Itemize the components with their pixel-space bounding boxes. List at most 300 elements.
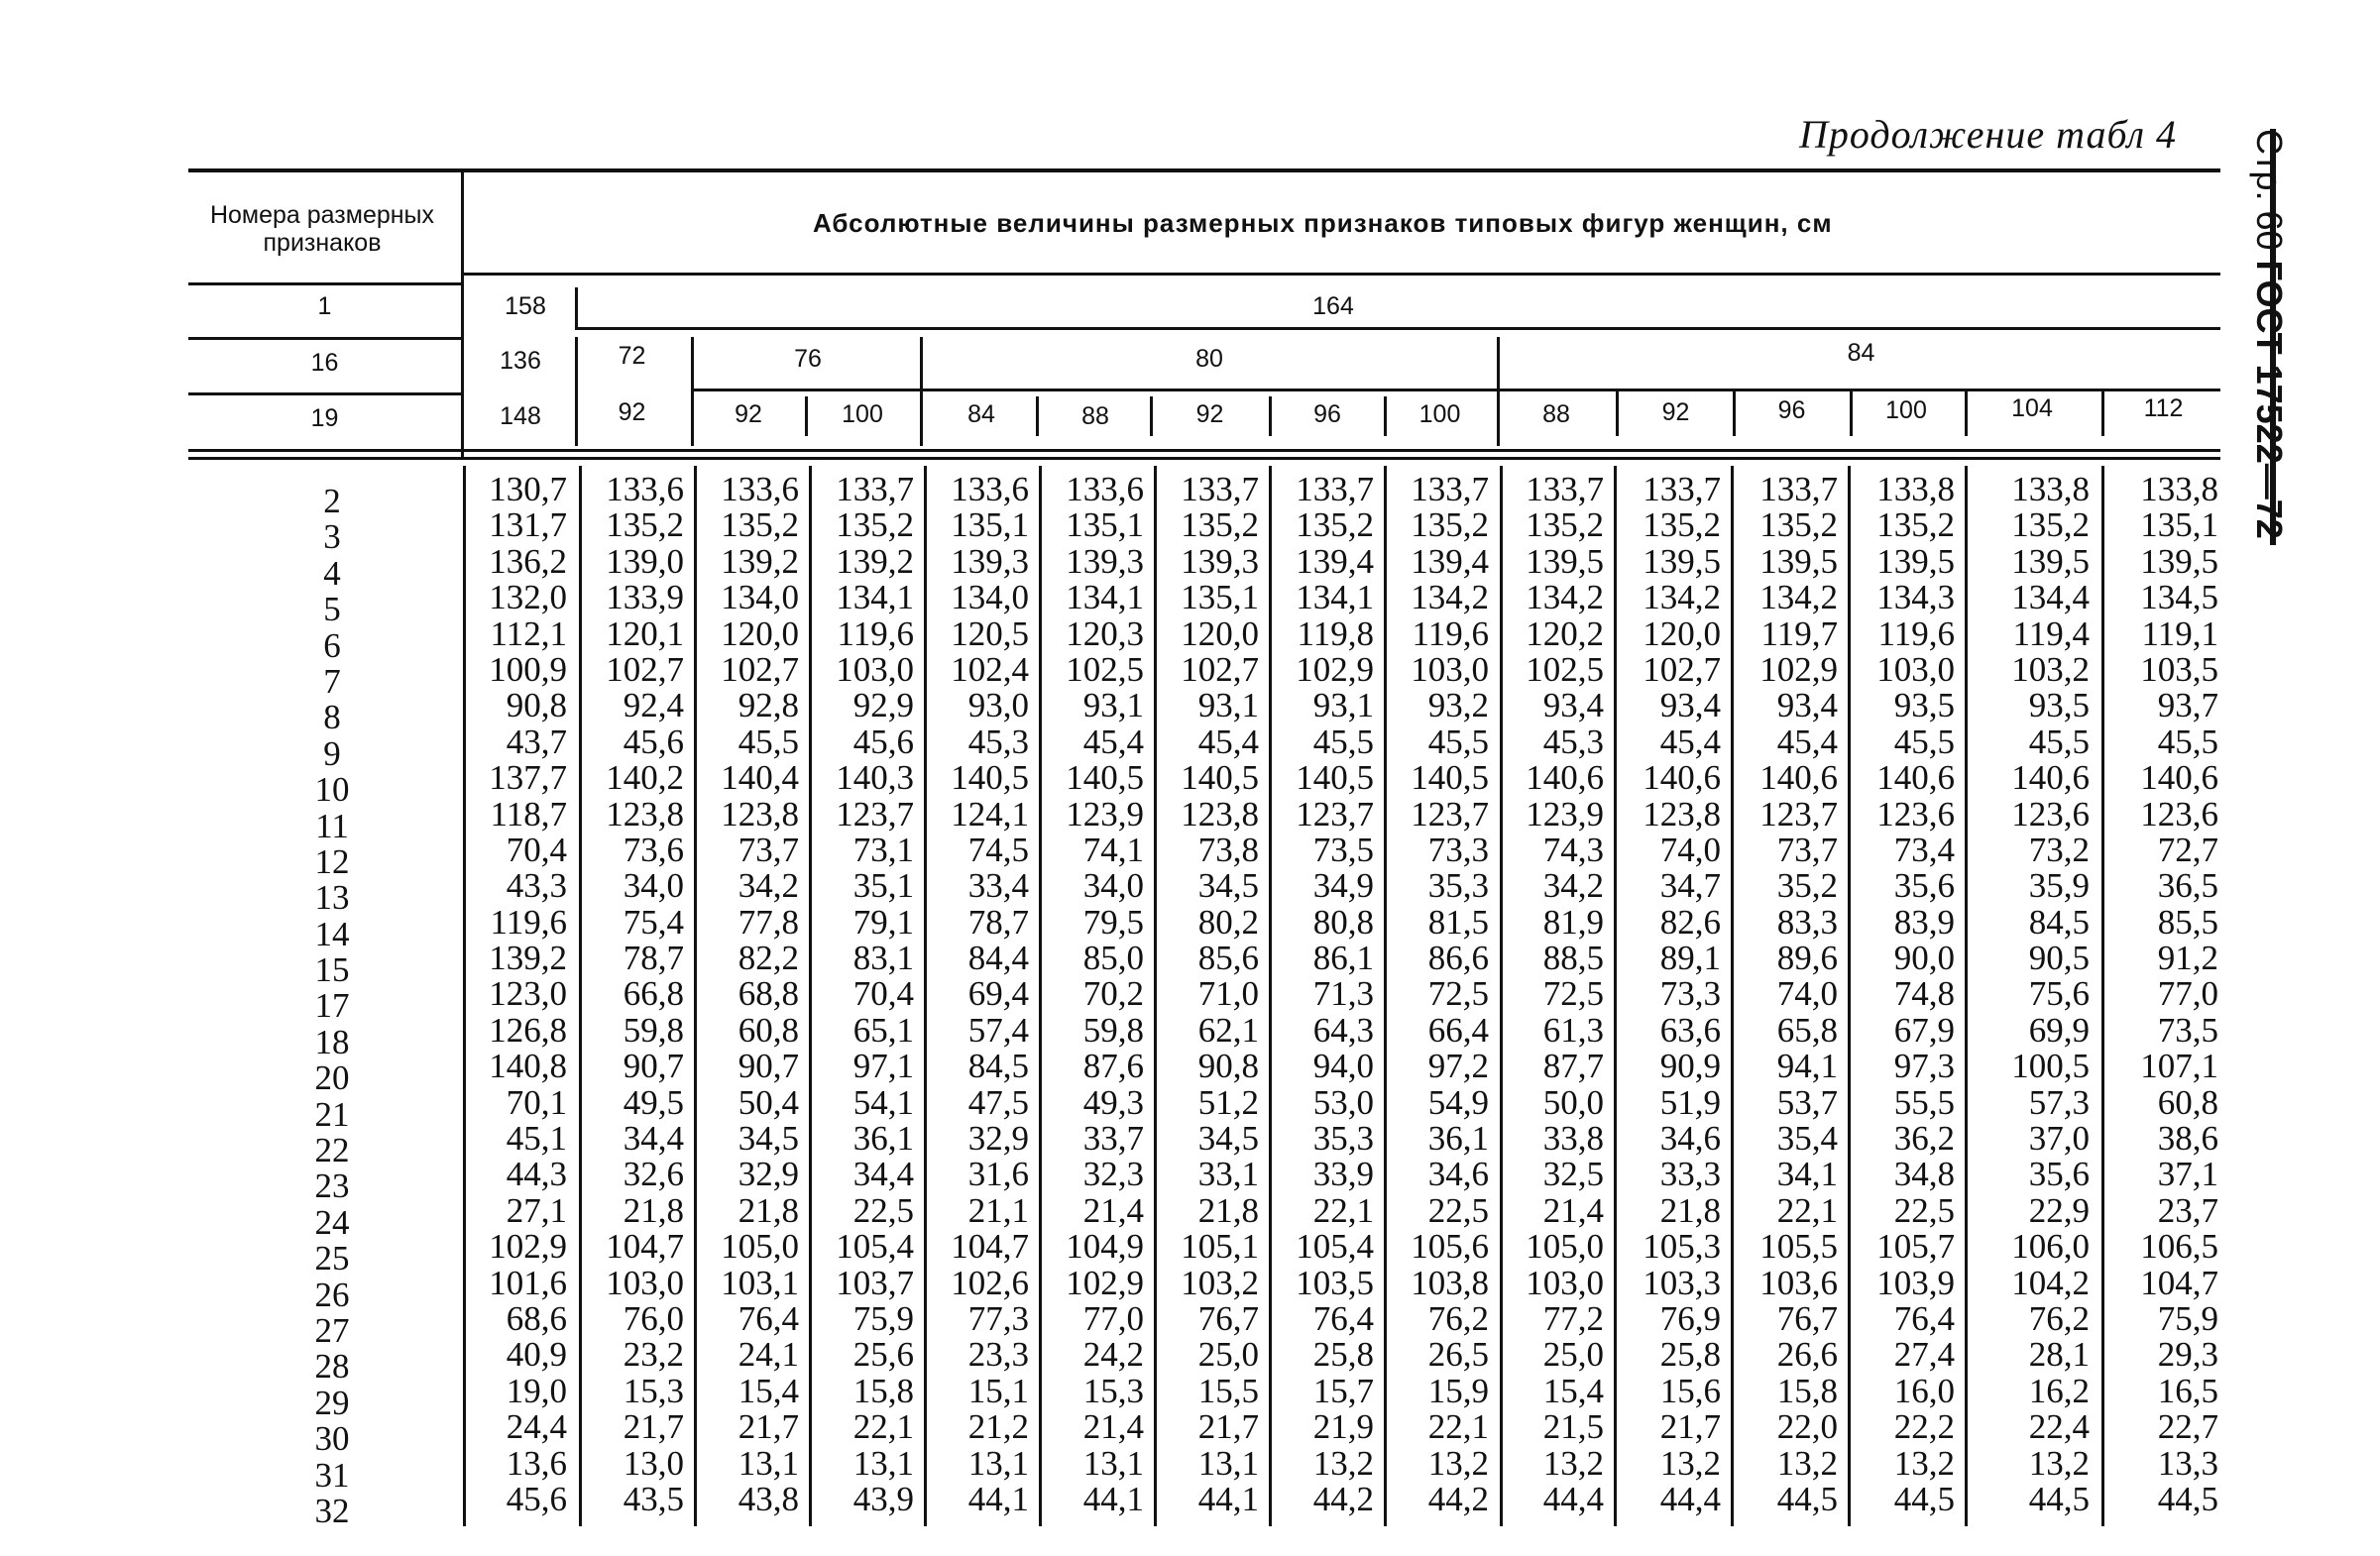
table-cell: 33,7 xyxy=(1082,1119,1144,1159)
table-cell: 73,2 xyxy=(2028,830,2090,869)
table-cell: 35,2 xyxy=(1776,866,1838,906)
table-cell: 139,5 xyxy=(2140,541,2218,581)
table-cell: 13,2 xyxy=(2028,1443,2090,1483)
table-cell: 44,5 xyxy=(2157,1479,2218,1518)
table-cell: 22,1 xyxy=(1776,1190,1838,1230)
table-cell: 120,0 xyxy=(1181,613,1259,653)
feature-number: 14 xyxy=(314,914,350,953)
table-cell: 32,5 xyxy=(1542,1155,1604,1194)
table-cell: 135,2 xyxy=(1181,505,1259,545)
table-cell: 83,9 xyxy=(1893,902,1955,942)
table-cell: 105,1 xyxy=(1181,1227,1259,1267)
table-cell: 123,6 xyxy=(1876,794,1955,834)
feature-number: 25 xyxy=(314,1239,350,1278)
table-cell: 45,1 xyxy=(506,1119,567,1159)
table-cell: 22,4 xyxy=(2028,1407,2090,1447)
table-cell: 51,2 xyxy=(1197,1082,1259,1122)
table-cell: 15,5 xyxy=(1197,1371,1259,1410)
table-cell: 81,9 xyxy=(1542,902,1604,942)
table-cell: 104,7 xyxy=(2140,1263,2218,1302)
h16-div-1 xyxy=(575,337,578,446)
feature-number-column xyxy=(278,484,387,1529)
table-cell: 24,4 xyxy=(506,1407,567,1447)
table-cell: 97,1 xyxy=(852,1047,914,1086)
data-column xyxy=(1729,472,1838,1517)
table-cell: 119,7 xyxy=(1760,613,1838,653)
table-cell: 37,1 xyxy=(2157,1155,2218,1194)
table-cell: 105,0 xyxy=(1526,1227,1604,1267)
table-cell: 93,1 xyxy=(1197,686,1259,725)
table-cell: 120,3 xyxy=(1066,613,1144,653)
table-cell: 25,6 xyxy=(852,1335,914,1375)
stub-rule-2 xyxy=(188,337,461,340)
table-cell: 49,5 xyxy=(623,1082,684,1122)
table-cell: 57,3 xyxy=(2028,1082,2090,1122)
table-cell: 78,7 xyxy=(967,902,1029,942)
table-cell: 139,5 xyxy=(1876,541,1955,581)
table-cell: 15,4 xyxy=(737,1371,799,1410)
feature-number: 30 xyxy=(314,1419,350,1459)
h19-2: 92 xyxy=(618,398,646,426)
table-cell: 21,2 xyxy=(967,1407,1029,1447)
table-cell: 105,0 xyxy=(721,1227,799,1267)
table-cell: 89,6 xyxy=(1776,939,1838,978)
feature-number: 23 xyxy=(314,1167,350,1206)
table-cell: 102,9 xyxy=(489,1227,567,1267)
table-cell: 90,7 xyxy=(737,1047,799,1086)
table-cell: 73,6 xyxy=(623,830,684,869)
table-cell: 131,7 xyxy=(489,505,567,545)
table-cell: 139,5 xyxy=(1526,541,1604,581)
table-cell: 32,3 xyxy=(1082,1155,1144,1194)
table-cell: 135,1 xyxy=(1181,578,1259,617)
table-cell: 139,5 xyxy=(1643,541,1721,581)
table-cell: 94,1 xyxy=(1776,1047,1838,1086)
table-cell: 51,9 xyxy=(1659,1082,1721,1122)
table-cell: 76,4 xyxy=(1893,1298,1955,1338)
table-cell: 21,8 xyxy=(1659,1190,1721,1230)
table-cell: 133,8 xyxy=(2140,470,2218,508)
table-cell: 85,0 xyxy=(1082,939,1144,978)
table-cell: 45,4 xyxy=(1082,722,1144,761)
table-cell: 137,7 xyxy=(489,758,567,798)
data-column xyxy=(920,472,1029,1517)
feature-number: 17 xyxy=(314,986,350,1026)
table-cell: 45,4 xyxy=(1197,722,1259,761)
feature-number: 6 xyxy=(323,625,341,665)
table-cell: 45,5 xyxy=(2157,722,2218,761)
header-rule-1 xyxy=(461,273,2220,276)
table-cell: 21,1 xyxy=(967,1190,1029,1230)
table-cell: 76,2 xyxy=(1427,1298,1489,1338)
table-cell: 69,9 xyxy=(2028,1010,2090,1050)
table-cell: 25,8 xyxy=(1659,1335,1721,1375)
table-cell: 120,1 xyxy=(606,613,684,653)
data-column xyxy=(1495,472,1604,1517)
table-cell: 34,4 xyxy=(852,1155,914,1194)
table-cell: 25,0 xyxy=(1542,1335,1604,1375)
h16-136: 136 xyxy=(500,347,541,375)
table-cell: 107,1 xyxy=(2140,1047,2218,1086)
table-cell: 32,9 xyxy=(737,1155,799,1194)
table-cell: 34,8 xyxy=(1893,1155,1955,1194)
feature-number: 31 xyxy=(314,1455,350,1495)
h19-11: 92 xyxy=(1661,398,1690,426)
table-cell: 100,5 xyxy=(2011,1047,2090,1086)
table-cell: 140,6 xyxy=(1876,758,1955,798)
table-cell: 69,4 xyxy=(967,974,1029,1014)
table-cell: 26,6 xyxy=(1776,1335,1838,1375)
table-cell: 76,4 xyxy=(737,1298,799,1338)
table-cell: 74,1 xyxy=(1082,830,1144,869)
table-cell: 102,6 xyxy=(951,1263,1029,1302)
table-cell: 135,2 xyxy=(2011,505,2090,545)
table-cell: 123,9 xyxy=(1526,794,1604,834)
table-cell: 13,1 xyxy=(1082,1443,1144,1483)
table-cell: 57,4 xyxy=(967,1010,1029,1050)
h16-div-4 xyxy=(1497,337,1500,446)
table-cell: 93,1 xyxy=(1082,686,1144,725)
table-cell: 21,7 xyxy=(623,1407,684,1447)
table-cell: 45,5 xyxy=(737,722,799,761)
table-cell: 36,5 xyxy=(2157,866,2218,906)
h19-13: 100 xyxy=(1885,396,1927,424)
table-cell: 22,5 xyxy=(852,1190,914,1230)
feature-number: 9 xyxy=(323,733,341,773)
h16-80: 80 xyxy=(1195,345,1223,373)
table-cell: 104,2 xyxy=(2011,1263,2090,1302)
table-cell: 139,5 xyxy=(2011,541,2090,581)
table-cell: 104,9 xyxy=(1066,1227,1144,1267)
table-cell: 133,7 xyxy=(1526,470,1604,508)
table-cell: 33,1 xyxy=(1197,1155,1259,1194)
feature-number: 11 xyxy=(315,806,349,845)
table-cell: 133,6 xyxy=(721,470,799,508)
table-cell: 22,5 xyxy=(1427,1190,1489,1230)
table-cell: 119,6 xyxy=(837,613,914,653)
table-cell: 133,9 xyxy=(606,578,684,617)
table-cell: 45,5 xyxy=(1893,722,1955,761)
table-cell: 54,9 xyxy=(1427,1082,1489,1122)
table-cell: 16,5 xyxy=(2157,1371,2218,1410)
table-cell: 93,0 xyxy=(967,686,1029,725)
header-rule-2 xyxy=(575,327,2220,330)
table-cell: 22,7 xyxy=(2157,1407,2218,1447)
table-cell: 44,5 xyxy=(2028,1479,2090,1518)
table-cell: 45,4 xyxy=(1659,722,1721,761)
table-cell: 77,2 xyxy=(1542,1298,1604,1338)
header-bottom-rule-1 xyxy=(188,449,2220,452)
h19-1: 148 xyxy=(500,402,541,430)
table-cell: 13,2 xyxy=(1427,1443,1489,1483)
table-cell: 66,4 xyxy=(1427,1010,1489,1050)
table-cell: 13,2 xyxy=(1893,1443,1955,1483)
table-cell: 13,2 xyxy=(1659,1443,1721,1483)
h16-div-3 xyxy=(920,337,923,446)
table-cell: 86,6 xyxy=(1427,939,1489,978)
table-cell: 118,7 xyxy=(490,794,567,834)
table-cell: 134,2 xyxy=(1411,578,1489,617)
table-cell: 23,2 xyxy=(623,1335,684,1375)
data-column xyxy=(1150,472,1259,1517)
feature-number: 2 xyxy=(323,482,341,520)
stub-rule-1 xyxy=(188,282,461,285)
table-cell: 84,4 xyxy=(967,939,1029,978)
table-cell: 13,2 xyxy=(1542,1443,1604,1483)
table-cell: 140,6 xyxy=(2140,758,2218,798)
h16-76: 76 xyxy=(794,345,822,373)
table-cell: 31,6 xyxy=(967,1155,1029,1194)
table-cell: 75,9 xyxy=(852,1298,914,1338)
table-cell: 55,5 xyxy=(1893,1082,1955,1122)
table-cell: 102,7 xyxy=(1643,649,1721,689)
h16-72: 72 xyxy=(618,342,646,370)
table-cell: 140,6 xyxy=(1526,758,1604,798)
table-cell: 133,7 xyxy=(836,470,914,508)
table-cell: 93,2 xyxy=(1427,686,1489,725)
table-cell: 135,2 xyxy=(1526,505,1604,545)
table-cell: 86,1 xyxy=(1312,939,1374,978)
table-cell: 120,5 xyxy=(951,613,1029,653)
table-cell: 16,0 xyxy=(1893,1371,1955,1410)
feature-number: 29 xyxy=(314,1383,350,1422)
table-cell: 21,8 xyxy=(623,1190,684,1230)
table-cell: 76,4 xyxy=(1312,1298,1374,1338)
table-cell: 74,5 xyxy=(967,830,1029,869)
table-cell: 140,5 xyxy=(1411,758,1489,798)
table-cell: 133,6 xyxy=(606,470,684,508)
table-cell: 101,6 xyxy=(489,1263,567,1302)
table-cell: 103,0 xyxy=(1876,649,1955,689)
table-cell: 139,2 xyxy=(836,541,914,581)
table-cell: 44,4 xyxy=(1659,1479,1721,1518)
table-cell: 64,3 xyxy=(1312,1010,1374,1050)
table-cell: 27,4 xyxy=(1893,1335,1955,1375)
table-cell: 44,2 xyxy=(1312,1479,1374,1518)
table-cell: 90,0 xyxy=(1893,939,1955,978)
table-cell: 33,8 xyxy=(1542,1119,1604,1159)
feature-number: 3 xyxy=(323,517,341,557)
table-cell: 15,4 xyxy=(1542,1371,1604,1410)
table-cell: 35,6 xyxy=(2028,1155,2090,1194)
table-cell: 123,6 xyxy=(2011,794,2090,834)
data-column xyxy=(690,472,799,1517)
table-cell: 94,0 xyxy=(1312,1047,1374,1086)
table-cell: 123,0 xyxy=(489,974,567,1014)
table-cell: 135,2 xyxy=(1411,505,1489,545)
feature-number: 20 xyxy=(314,1058,350,1098)
table-cell: 34,0 xyxy=(623,866,684,906)
table-cell: 44,4 xyxy=(1542,1479,1604,1518)
table-cell: 103,7 xyxy=(836,1263,914,1302)
table-cell: 133,7 xyxy=(1296,470,1374,508)
table-cell: 105,4 xyxy=(836,1227,914,1267)
data-column xyxy=(1846,472,1955,1517)
data-column xyxy=(1612,472,1721,1517)
table-cell: 135,1 xyxy=(951,505,1029,545)
stub-title: Номера размерных признаков xyxy=(209,201,435,257)
table-cell: 35,3 xyxy=(1427,866,1489,906)
standard-sidebar xyxy=(2248,129,2290,539)
table-cell: 15,6 xyxy=(1659,1371,1721,1410)
stub-separator xyxy=(461,170,464,458)
table-cell: 134,2 xyxy=(1759,578,1838,617)
table-cell: 103,0 xyxy=(1526,1263,1604,1302)
stub-rule-3 xyxy=(188,392,461,395)
table-cell: 59,8 xyxy=(623,1010,684,1050)
table-cell: 87,6 xyxy=(1082,1047,1144,1086)
table-cell: 120,2 xyxy=(1526,613,1604,653)
table-cell: 45,6 xyxy=(852,722,914,761)
table-cell: 102,9 xyxy=(1066,1263,1144,1302)
table-cell: 140,6 xyxy=(2011,758,2090,798)
table-cell: 50,4 xyxy=(737,1082,799,1122)
table-cell: 32,6 xyxy=(623,1155,684,1194)
table-cell: 19,0 xyxy=(506,1371,567,1410)
table-cell: 27,1 xyxy=(506,1190,567,1230)
table-cell: 22,1 xyxy=(1427,1407,1489,1447)
table-cell: 134,0 xyxy=(721,578,799,617)
feature-number: 27 xyxy=(314,1310,350,1350)
feature-number: 7 xyxy=(323,661,341,701)
table-cell: 73,5 xyxy=(2157,1010,2218,1050)
h1-164: 164 xyxy=(1312,292,1354,320)
table-cell: 70,1 xyxy=(506,1082,567,1122)
table-cell: 90,5 xyxy=(2028,939,2090,978)
h19-6: 88 xyxy=(1081,402,1109,430)
table-cell: 77,8 xyxy=(737,902,799,942)
table-cell: 140,5 xyxy=(1296,758,1374,798)
table-cell: 83,1 xyxy=(852,939,914,978)
table-cell: 93,1 xyxy=(1312,686,1374,725)
table-cell: 45,6 xyxy=(506,1479,567,1518)
table-cell: 133,7 xyxy=(1181,470,1259,508)
table-cell: 76,0 xyxy=(623,1298,684,1338)
table-cell: 21,9 xyxy=(1312,1407,1374,1447)
table-cell: 34,9 xyxy=(1312,866,1374,906)
h19-div-j xyxy=(2101,391,2104,436)
table-cell: 140,5 xyxy=(1181,758,1259,798)
table-cell: 13,3 xyxy=(2157,1443,2218,1483)
table-cell: 35,3 xyxy=(1312,1119,1374,1159)
table-cell: 35,9 xyxy=(2028,866,2090,906)
table-cell: 103,0 xyxy=(606,1263,684,1302)
table-cell: 24,2 xyxy=(1082,1335,1144,1375)
table-cell: 70,4 xyxy=(506,830,567,869)
table-cell: 119,6 xyxy=(490,902,567,942)
table-cell: 21,5 xyxy=(1542,1407,1604,1447)
data-column xyxy=(1035,472,1144,1517)
table-cell: 21,4 xyxy=(1082,1190,1144,1230)
feature-number: 21 xyxy=(314,1094,350,1134)
table-cell: 134,4 xyxy=(2011,578,2090,617)
table-cell: 72,5 xyxy=(1542,974,1604,1014)
table-cell: 70,4 xyxy=(852,974,914,1014)
h19-14: 104 xyxy=(2011,394,2053,422)
table-cell: 103,2 xyxy=(2011,649,2090,689)
table-cell: 84,5 xyxy=(967,1047,1029,1086)
h19-div-b xyxy=(1036,396,1039,436)
table-cell: 85,5 xyxy=(2157,902,2218,942)
table-cell: 68,6 xyxy=(506,1298,567,1338)
table-cell: 21,8 xyxy=(1197,1190,1259,1230)
h1-divider xyxy=(575,287,578,327)
table-cell: 140,4 xyxy=(721,758,799,798)
feature-number: 26 xyxy=(314,1275,350,1314)
table-cell: 44,5 xyxy=(1776,1479,1838,1518)
feature-number: 13 xyxy=(314,878,350,918)
table-cell: 44,1 xyxy=(967,1479,1029,1518)
table-cell: 29,3 xyxy=(2157,1335,2218,1375)
table-cell: 23,7 xyxy=(2157,1190,2218,1230)
table-cell: 134,2 xyxy=(1643,578,1721,617)
table-cell: 123,7 xyxy=(1411,794,1489,834)
data-column xyxy=(1380,472,1489,1517)
table-cell: 72,5 xyxy=(1427,974,1489,1014)
table-cell: 126,8 xyxy=(489,1010,567,1050)
table-cell: 35,4 xyxy=(1776,1119,1838,1159)
table-cell: 105,7 xyxy=(1876,1227,1955,1267)
table-cell: 120,0 xyxy=(1643,613,1721,653)
table-cell: 139,3 xyxy=(1066,541,1144,581)
table-cell: 13,1 xyxy=(967,1443,1029,1483)
table-cell: 91,2 xyxy=(2157,939,2218,978)
table-cell: 105,6 xyxy=(1411,1227,1489,1267)
table-cell: 13,1 xyxy=(1197,1443,1259,1483)
table-cell: 103,0 xyxy=(836,649,914,689)
feature-number: 32 xyxy=(314,1491,350,1530)
table-cell: 102,7 xyxy=(606,649,684,689)
table-cell: 22,1 xyxy=(1312,1190,1374,1230)
table-cell: 25,0 xyxy=(1197,1335,1259,1375)
table-cell: 102,4 xyxy=(951,649,1029,689)
table-cell: 66,8 xyxy=(623,974,684,1014)
table-cell: 139,0 xyxy=(606,541,684,581)
h19-7: 92 xyxy=(1195,400,1224,428)
table-cell: 50,0 xyxy=(1542,1082,1604,1122)
table-cell: 90,9 xyxy=(1659,1047,1721,1086)
feature-number: 24 xyxy=(314,1202,350,1242)
table-cell: 80,2 xyxy=(1197,902,1259,942)
table-cell: 22,0 xyxy=(1776,1407,1838,1447)
table-cell: 34,5 xyxy=(1197,866,1259,906)
table-cell: 139,2 xyxy=(721,541,799,581)
table-cell: 102,7 xyxy=(1181,649,1259,689)
table-cell: 60,8 xyxy=(737,1010,799,1050)
table-cell: 78,7 xyxy=(623,939,684,978)
table-cell: 77,0 xyxy=(1082,1298,1144,1338)
table-cell: 75,9 xyxy=(2157,1298,2218,1338)
table-cell: 123,8 xyxy=(606,794,684,834)
table-cell: 43,8 xyxy=(737,1479,799,1518)
table-cell: 123,8 xyxy=(721,794,799,834)
table-cell: 34,6 xyxy=(1427,1155,1489,1194)
table-cell: 100,9 xyxy=(489,649,567,689)
table-cell: 65,1 xyxy=(852,1010,914,1050)
table-cell: 22,1 xyxy=(852,1407,914,1447)
table-cell: 73,1 xyxy=(852,830,914,869)
table-cell: 70,2 xyxy=(1082,974,1144,1014)
feature-number: 8 xyxy=(323,698,341,737)
table-cell: 73,3 xyxy=(1427,830,1489,869)
h16-84: 84 xyxy=(1847,339,1875,367)
table-cell: 134,1 xyxy=(1296,578,1374,617)
table-cell: 45,4 xyxy=(1776,722,1838,761)
table-cell: 15,3 xyxy=(623,1371,684,1410)
table-cell: 124,1 xyxy=(951,794,1029,834)
table-cell: 85,6 xyxy=(1197,939,1259,978)
table-cell: 93,5 xyxy=(1893,686,1955,725)
